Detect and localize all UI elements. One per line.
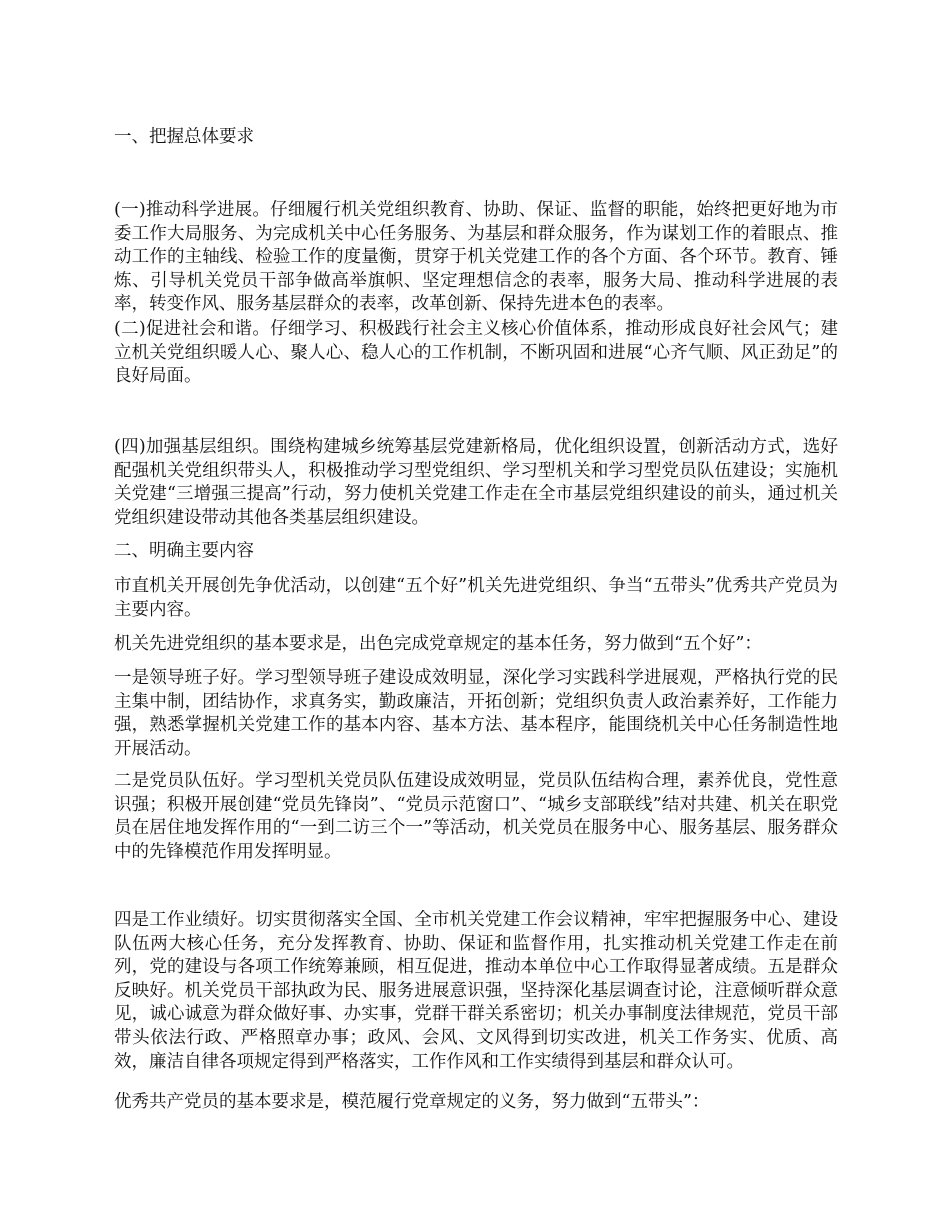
- paragraph-basic-requirements: 机关先进党组织的基本要求是，出色完成党章规定的基本任务，努力做到“五个好”：: [114, 634, 762, 654]
- paragraph-work-performance: 四是工作业绩好。切实贯彻落实全国、全市机关党建工作会议精神，牢牢把握服务中心、建设队伍两大核心任务，充分发挥教育、协助、保证和监督作用，扎实推动机关党建工作走在前列，党的建设与各项工作统筹兼顾，相互促进，推动本单位中心工作取得显著成绩。五是群众反映好。机关党员干部执政为民、服务进展意识强，坚持深化基层调查讨论，注意倾听群众意见，诚心诚意为群众做好事、办实事，党群干群关系密切；机关办事制度法律规范，党员干部带头依法行政、严格照章办事；政风、会风、文风得到切实改进，机关工作务实、优质、高效，廉洁自律各项规定得到严格落实，工作作风和工作实绩得到基层和群众认可。: [114, 910, 838, 1072]
- paragraph-promote-social-harmony: (二)促进社会和谐。仔细学习、积极践行社会主义核心价值体系，推动形成良好社会风气；建立机关党组织暖人心、聚人心、稳人心的工作机制，不断巩固和进展“心齐气顺、风正劲足”的良好局面。: [114, 319, 838, 387]
- paragraph-excellent-member-requirements: 优秀共产党员的基本要求是，模范履行党章规定的义务，努力做到“五带头”：: [114, 1092, 710, 1112]
- paragraph-member-team: 二是党员队伍好。学习型机关党员队伍建设成效明显，党员队伍结构合理，素养优良，党性意识强；积极开展创建“党员先锋岗”、“党员示范窗口”、“城乡支部联线”结对共建、机关在职党员在居住地发挥作用的“一到二访三个一”等活动，机关党员在服务中心、服务基层、服务群众中的先锋模范作用发挥明显。: [114, 771, 838, 862]
- section-heading-1: 一、把握总体要求: [114, 127, 254, 147]
- paragraph-leadership-team: 一是领导班子好。学习型领导班子建设成效明显，深化学习实践科学进展观，严格执行党的民主集中制，团结协作，求真务实，勤政廉洁，开拓创新；党组织负责人政治素养好，工作能力强，熟悉掌握机关党建工作的基本内容、基本方法、基本程序，能围绕机关中心任务制造性地开展活动。: [114, 668, 838, 759]
- section-heading-2: 二、明确主要内容: [114, 541, 254, 561]
- paragraph-promote-scientific-development: (一)推动科学进展。仔细履行机关党组织教育、协助、保证、监督的职能，始终把更好地为市委工作大局服务、为完成机关中心任务服务、为基层和群众服务，作为谋划工作的着眼点、推动工作的主轴线、检验工作的度量衡，贯穿于机关党建工作的各个方面、各个环节。教育、锤炼、引导机关党员干部争做高举旗帜、坚定理想信念的表率，服务大局、推动科学进展的表率，转变作风、服务基层群众的表率，改革创新、保持先进本色的表率。: [114, 200, 838, 315]
- paragraph-strengthen-grassroots: (四)加强基层组织。围绕构建城乡统筹基层党建新格局，优化组织设置，创新活动方式，选好配强机关党组织带头人，积极推动学习型党组织、学习型机关和学习型党员队伍建设；实施机关党建“三增强三提高”行动，努力使机关党建工作走在全市基层党组织建设的前头，通过机关党组织建设带动其他各类基层组织建设。: [114, 437, 838, 528]
- paragraph-main-content: 市直机关开展创先争优活动，以创建“五个好”机关先进党组织、争当“五带头”优秀共产党员为主要内容。: [114, 576, 838, 620]
